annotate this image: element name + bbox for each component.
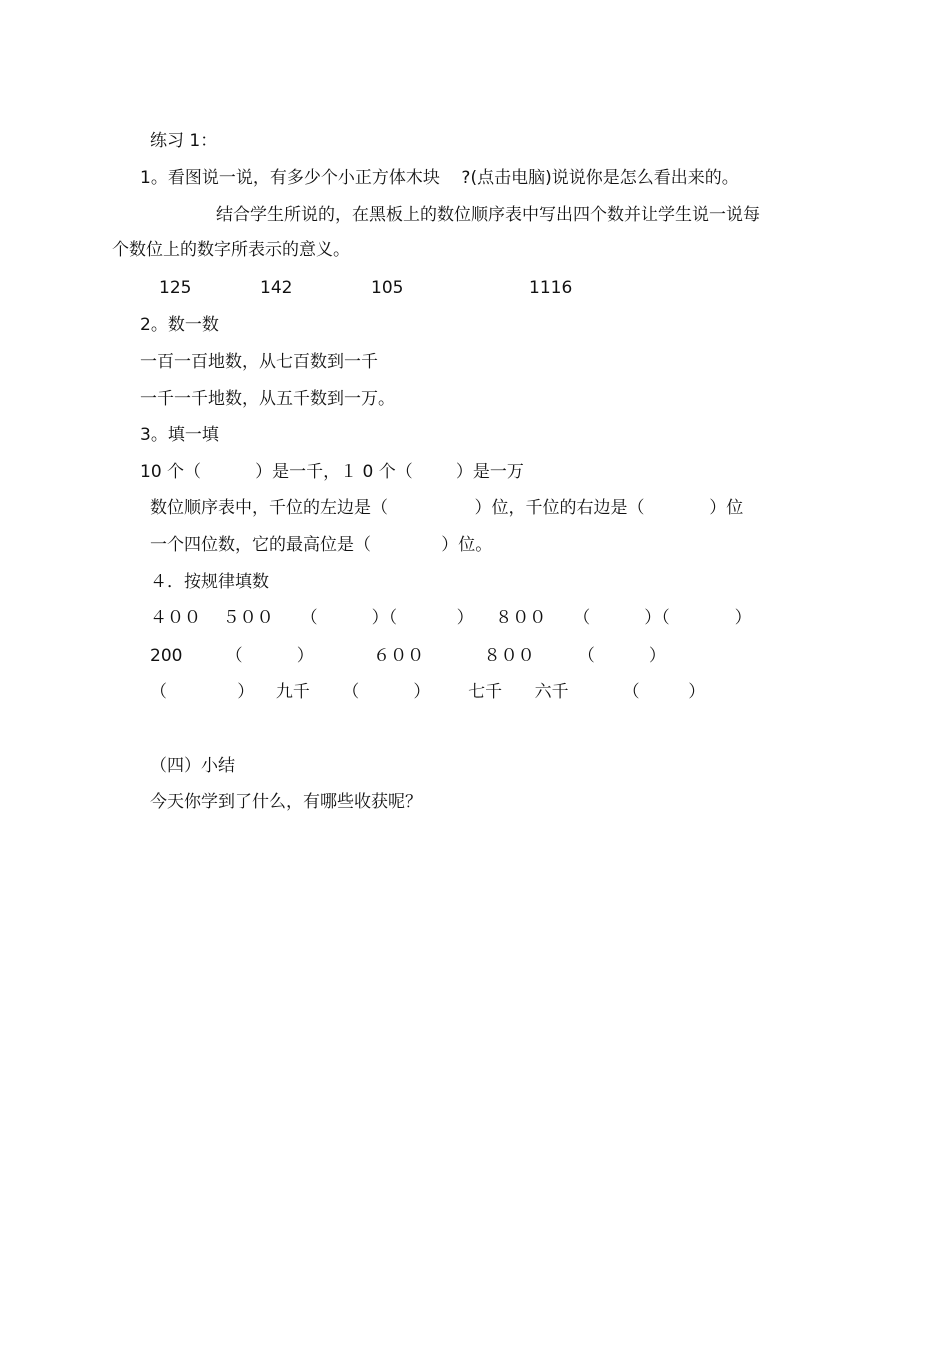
question-4-line-1: ４００ ５００ （ ）（ ） ８００ （ ）（ ） [150,608,752,628]
question-4-line-3: （ ） 九千 （ ） 七千 六千 （ ） [150,682,706,702]
summary-question: 今天你学到了什么，有哪些收获呢？ [150,792,422,812]
question-4-heading: ４．按规律填数 [150,572,269,592]
question-3-line-1: 10 个（ ）是一千，１ 0 个（ ）是一万 [140,462,524,482]
question-4-line-2: 200 （ ） ６００ ８００ （ ） [150,646,666,666]
question-2-heading: 2。数一数 [140,315,219,335]
question-3-heading: 3。填一填 [140,425,219,445]
number-125: 125 [159,278,192,298]
question-1-note-line-2: 个数位上的数字所表示的意义。 [112,240,350,260]
question-3-line-3: 一个四位数，它的最高位是（ ）位。 [150,535,493,555]
question-2-line-2: 一千一千地数，从五千数到一万。 [140,389,395,409]
number-1116: 1116 [529,278,573,298]
question-1-text: 1。看图说一说，有多少个小正方体木块 ?(点击电脑)说说你是怎么看出来的。 [140,168,739,188]
question-3-line-2: 数位顺序表中，千位的左边是（ ）位，千位的右边是（ ）位 [150,498,744,518]
question-1-note-line-1: 结合学生所说的，在黑板上的数位顺序表中写出四个数并让学生说一说每 [216,205,760,225]
number-142: 142 [260,278,293,298]
number-105: 105 [371,278,404,298]
question-2-line-1: 一百一百地数，从七百数到一千 [140,352,378,372]
summary-heading: （四）小结 [150,756,235,776]
exercise-heading: 练习 1： [150,131,218,151]
